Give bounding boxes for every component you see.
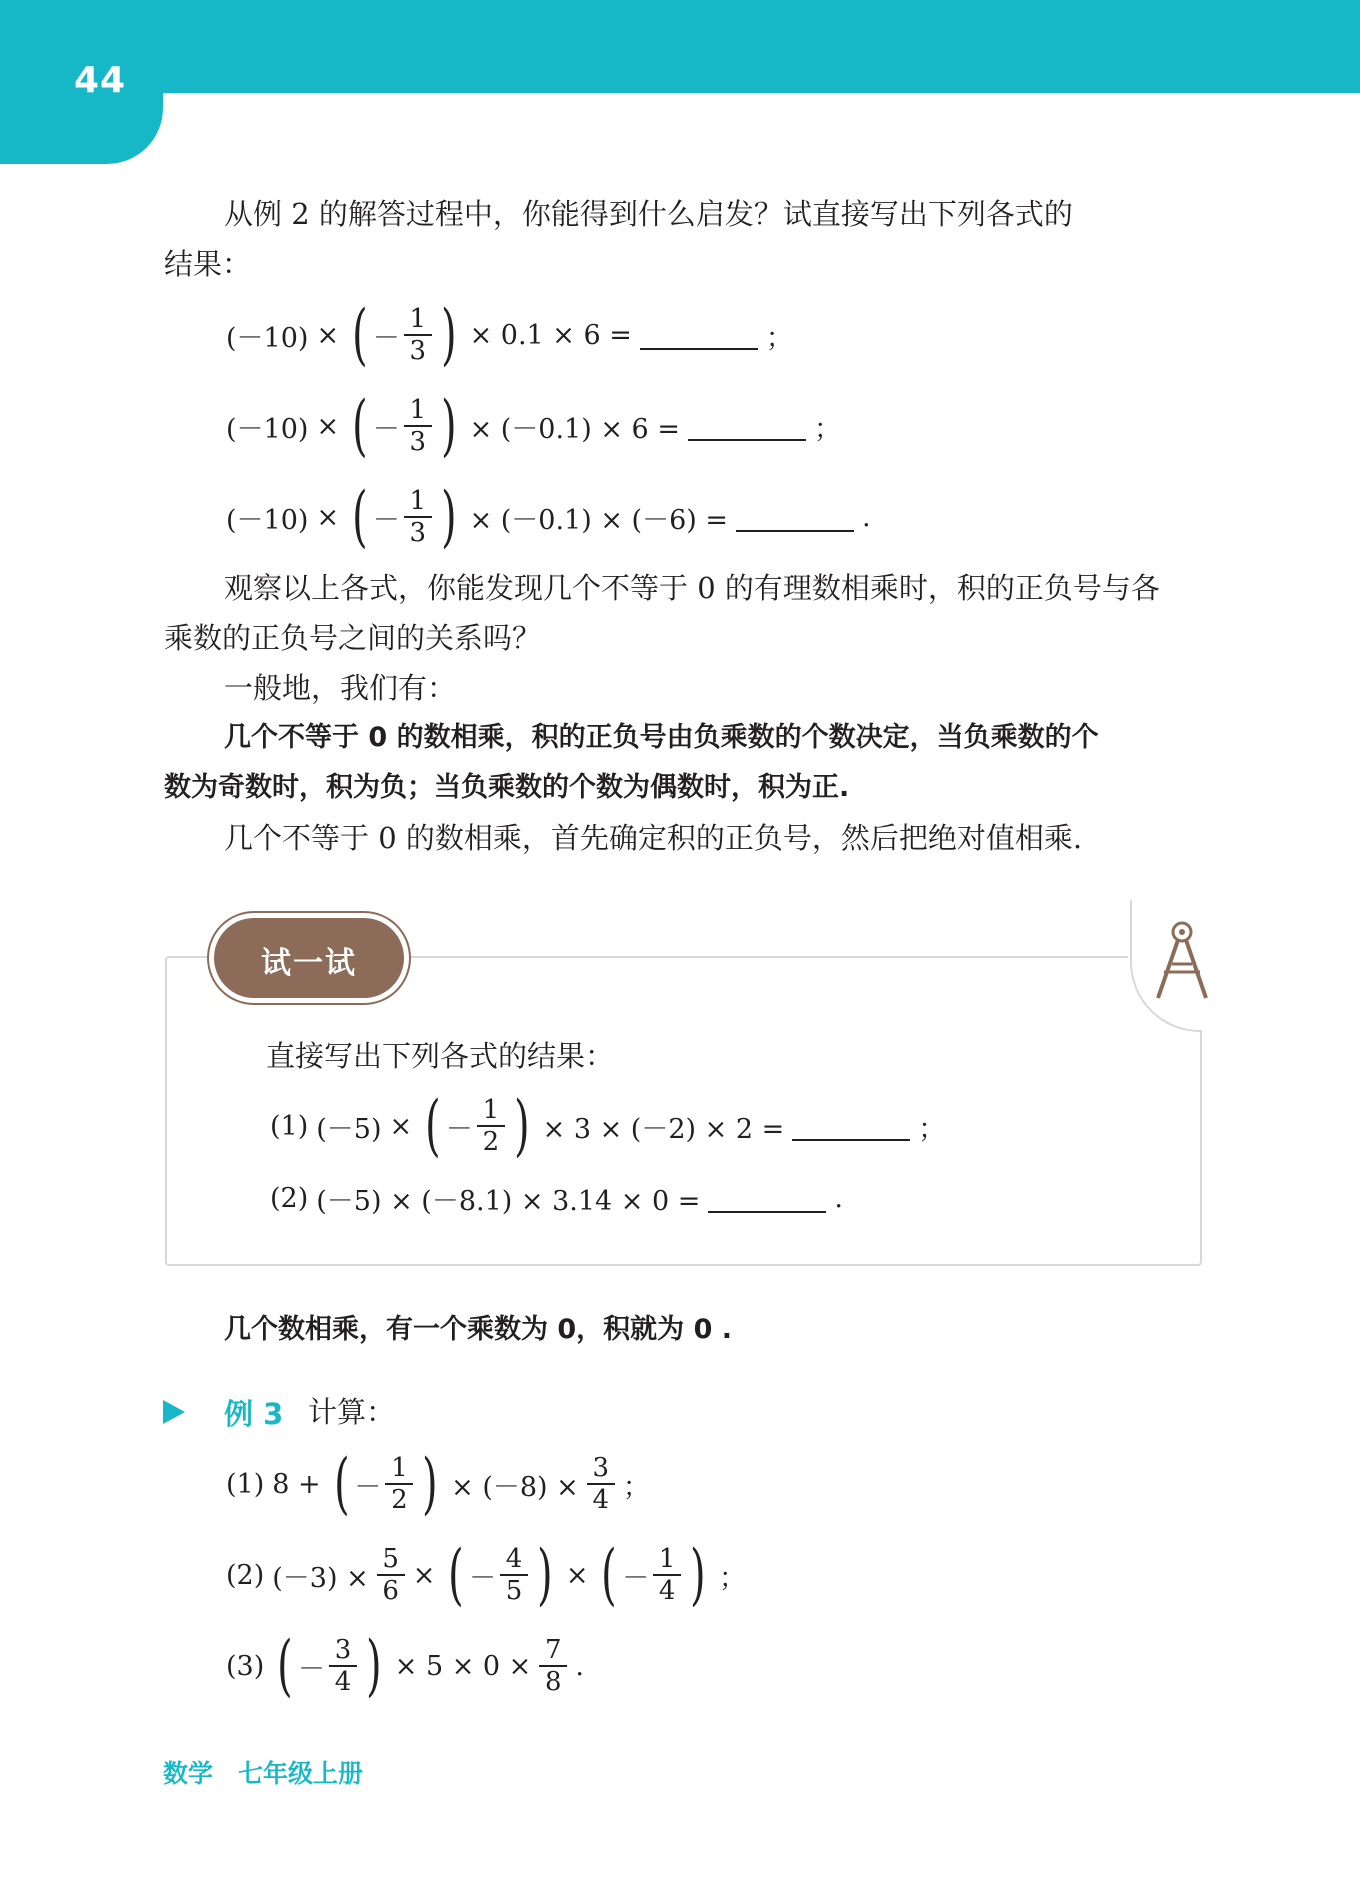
answer-blank[interactable] xyxy=(688,411,806,441)
paren-group: ( － $\frac{1}{2}$ ) xyxy=(425,1087,530,1164)
try-badge xyxy=(214,918,404,998)
denominator: 3 xyxy=(409,336,427,366)
fraction xyxy=(404,395,432,457)
try-badge-label: 试一试 xyxy=(261,946,357,981)
operand: (－3) × xyxy=(272,1562,369,1594)
denominator: 4 xyxy=(592,1485,610,1515)
fraction xyxy=(500,1544,528,1606)
compass-icon xyxy=(1150,920,1214,1004)
question-index: (2) xyxy=(270,1182,309,1214)
answer-blank[interactable] xyxy=(792,1111,910,1141)
paren-group: ( － $\frac{1}{3}$ ) xyxy=(352,387,457,464)
minus-sign: － xyxy=(622,1562,650,1594)
expression-3 xyxy=(222,479,875,555)
minus-sign: － xyxy=(298,1653,325,1685)
answer-blank[interactable] xyxy=(708,1183,826,1213)
example-problem-1 xyxy=(222,1446,654,1522)
punct: ； xyxy=(718,1562,746,1594)
paren-group: ( － $\frac{4}{5}$ ) xyxy=(448,1536,553,1613)
zero-rule: 几个数相乘，有一个乘数为 0，积就为 0 . xyxy=(224,1314,733,1345)
operand: (－10) xyxy=(226,504,309,536)
numerator: 1 xyxy=(409,304,427,334)
numerator: 3 xyxy=(592,1453,610,1483)
answer-blank[interactable] xyxy=(640,320,758,350)
answer-blank[interactable] xyxy=(736,502,854,532)
try-question-2 xyxy=(266,1160,847,1236)
denominator: 8 xyxy=(545,1667,562,1697)
paren-group: ( － $\frac{3}{4}$ ) xyxy=(277,1627,382,1704)
minus-sign: － xyxy=(445,1113,473,1145)
fraction xyxy=(587,1453,615,1515)
problem-index: (3) xyxy=(226,1650,265,1682)
fraction xyxy=(539,1635,567,1697)
paren-group: ( － $\frac{1}{3}$ ) xyxy=(352,478,457,555)
operand: (－10) xyxy=(226,322,309,354)
minus-sign: － xyxy=(469,1562,497,1594)
fraction xyxy=(377,1544,405,1606)
numerator: 1 xyxy=(409,395,427,425)
paren-group: ( － $\frac{1}{4}$ ) xyxy=(601,1536,706,1613)
intro-line-1: 从例 2 的解答过程中，你能得到什么启发？试直接写出下列各式的 xyxy=(224,197,1073,231)
punct: ； xyxy=(765,322,793,354)
minus-sign: － xyxy=(372,413,400,445)
footer-book-title: 数学 七年级上册 xyxy=(163,1759,364,1788)
fraction xyxy=(404,486,432,548)
denominator: 4 xyxy=(658,1576,676,1606)
example-problem-2 xyxy=(222,1537,750,1613)
page-number: 44 xyxy=(74,60,127,101)
observe-line-1: 观察以上各式，你能发现几个不等于 0 的有理数相乘时，积的正负号与各 xyxy=(224,571,1160,605)
problem-index: (2) xyxy=(226,1559,265,1591)
numerator: 5 xyxy=(382,1544,399,1574)
question-index: (1) xyxy=(270,1110,309,1142)
times: × xyxy=(316,410,340,442)
expression-mid: × 5 × 0 × xyxy=(394,1650,532,1682)
rule-line-1: 几个不等于 0 的数相乘，积的正负号由负乘数的个数决定，当负乘数的个 xyxy=(224,722,1099,753)
minus-sign: － xyxy=(372,322,400,354)
numerator: 4 xyxy=(505,1544,523,1574)
times: × xyxy=(389,1110,413,1142)
denominator: 6 xyxy=(382,1576,399,1606)
punct: ； xyxy=(622,1471,650,1503)
try-prompt: 直接写出下列各式的结果： xyxy=(266,1039,615,1073)
fraction xyxy=(385,1453,413,1515)
denominator: 2 xyxy=(482,1127,500,1157)
numerator: 1 xyxy=(658,1544,676,1574)
times: × xyxy=(316,501,340,533)
fraction xyxy=(653,1544,681,1606)
numerator: 1 xyxy=(391,1453,408,1483)
denominator: 3 xyxy=(409,518,427,548)
numerator: 7 xyxy=(545,1635,562,1665)
punct: . xyxy=(575,1650,584,1682)
fraction xyxy=(477,1095,505,1157)
header-band xyxy=(0,0,1360,93)
punct: . xyxy=(834,1182,843,1214)
denominator: 3 xyxy=(409,427,427,457)
paren-group: ( － $\frac{1}{3}$ ) xyxy=(352,296,457,373)
times: × xyxy=(316,319,340,351)
expression-1 xyxy=(222,297,797,373)
example-title: 计算： xyxy=(308,1395,396,1429)
observe-line-2: 乘数的正负号之间的关系吗？ xyxy=(164,621,542,655)
expression-rest: × 0.1 × 6 = xyxy=(469,319,632,351)
numerator: 3 xyxy=(334,1635,352,1665)
minus-sign: － xyxy=(354,1471,382,1503)
punct: ； xyxy=(813,413,841,445)
fraction xyxy=(329,1635,357,1697)
problem-index: (1) xyxy=(226,1468,265,1500)
minus-sign: － xyxy=(372,504,400,536)
expression-2 xyxy=(222,388,845,464)
paren-group: ( － $\frac{1}{2}$ ) xyxy=(333,1445,438,1522)
denominator: 5 xyxy=(505,1576,523,1606)
play-arrow-icon xyxy=(163,1400,185,1424)
punct: . xyxy=(862,501,871,533)
numerator: 1 xyxy=(409,486,427,516)
method-text: 几个不等于 0 的数相乘，首先确定积的正负号，然后把绝对值相乘. xyxy=(224,821,1083,855)
example-problem-3 xyxy=(222,1628,588,1704)
times: × xyxy=(412,1559,436,1591)
general-text: 一般地，我们有： xyxy=(224,671,457,705)
operand: 8 + xyxy=(272,1468,321,1500)
intro-line-2: 结果： xyxy=(164,247,252,281)
expression-mid: × (－8) × xyxy=(451,1471,579,1503)
try-question-1 xyxy=(266,1088,949,1164)
rule-line-2: 数为奇数时，积为负；当负乘数的个数为偶数时，积为正. xyxy=(164,772,850,803)
expression-rest: × (－0.1) × 6 = xyxy=(469,413,680,445)
expression-rest: × (－0.1) × (－6) = xyxy=(469,504,729,536)
expression-rest: × 3 × (－2) × 2 = xyxy=(542,1113,785,1145)
times: × xyxy=(565,1559,589,1591)
fraction xyxy=(404,304,432,366)
example-label: 例 3 xyxy=(224,1397,284,1431)
numerator: 1 xyxy=(482,1095,500,1125)
operand: (－5) xyxy=(316,1113,382,1145)
expression-text: (－5) × (－8.1) × 3.14 × 0 = xyxy=(316,1185,701,1217)
denominator: 2 xyxy=(391,1485,408,1515)
denominator: 4 xyxy=(334,1667,352,1697)
operand: (－10) xyxy=(226,413,309,445)
punct: ； xyxy=(918,1113,946,1145)
